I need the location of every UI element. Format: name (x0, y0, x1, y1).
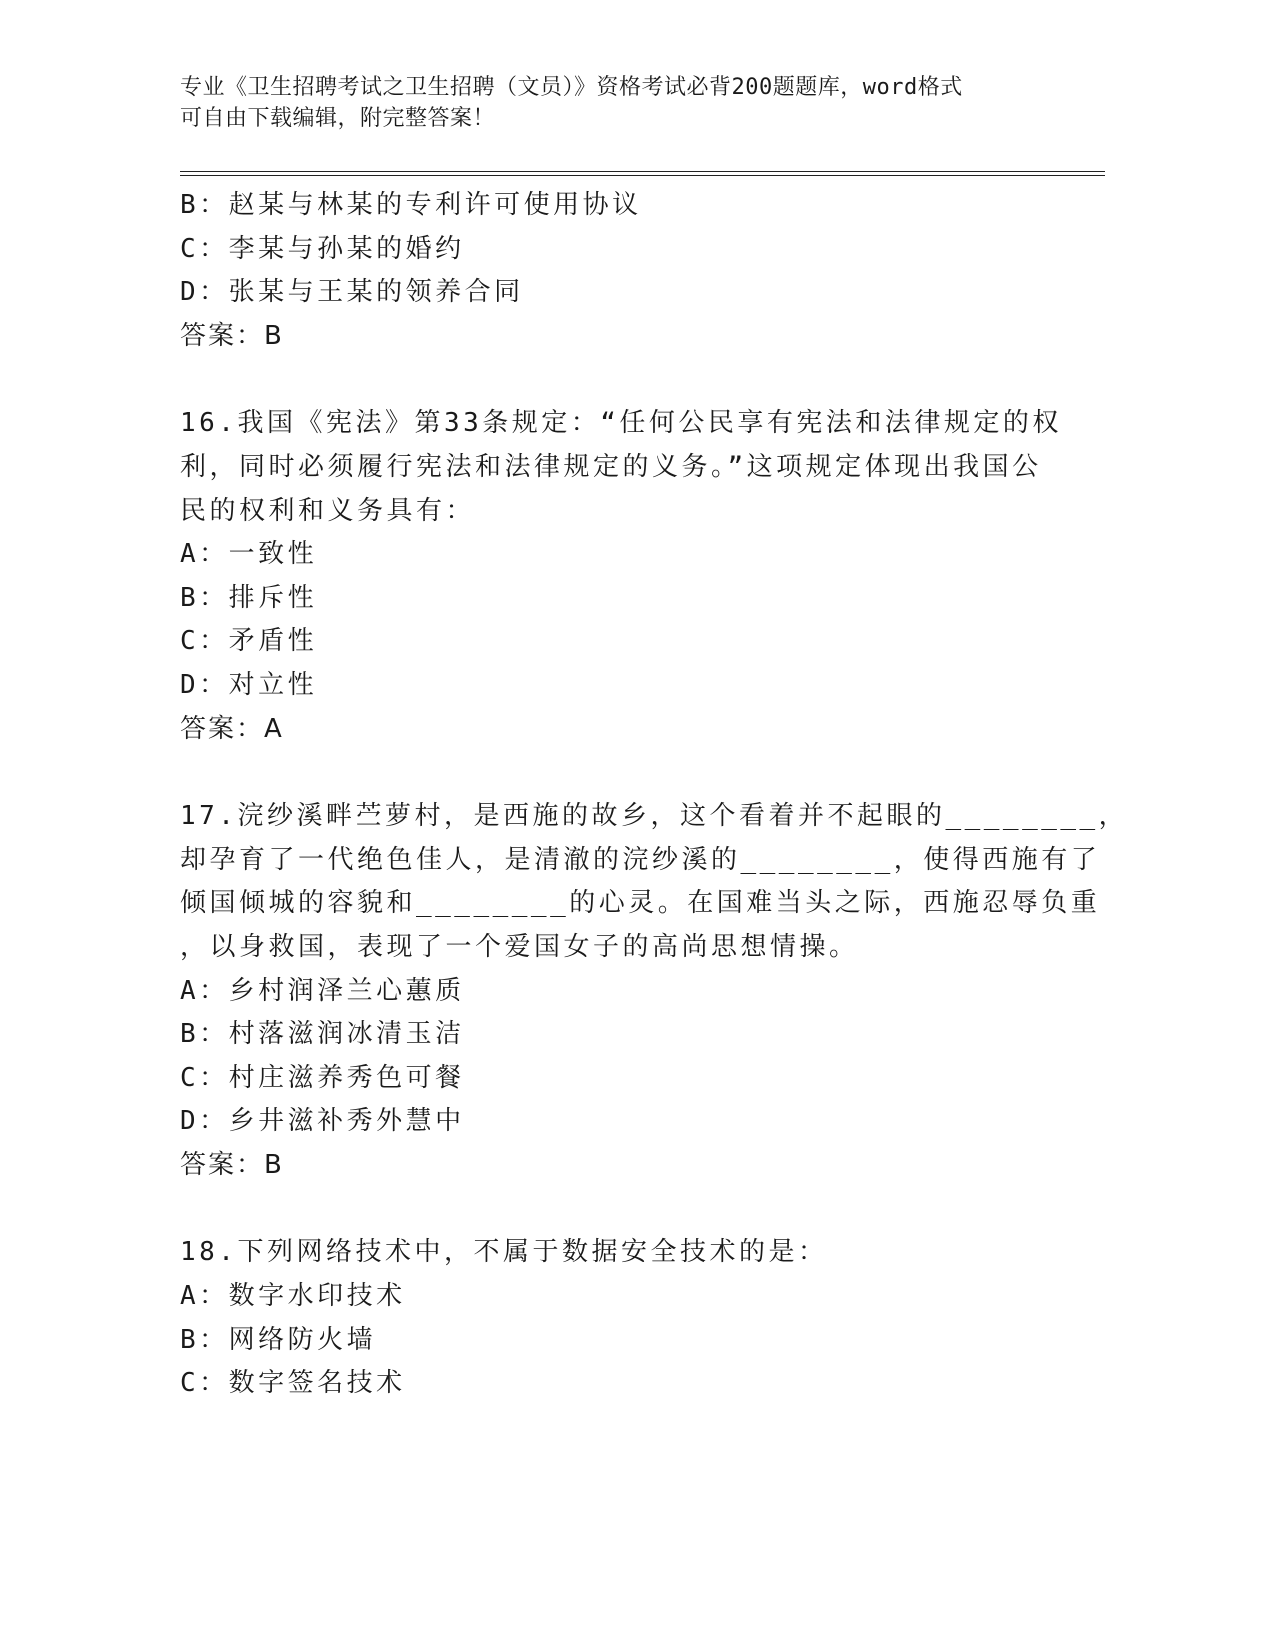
question-stem-line: 却孕育了一代绝色佳人，是清澈的浣纱溪的________，使得西施有了 (180, 844, 1101, 875)
option-d: D：对立性 (180, 669, 318, 700)
option-a: A：数字水印技术 (180, 1281, 406, 1312)
option-c: C：数字签名技术 (180, 1368, 406, 1399)
option-d: D：乡井滋补秀外慧中 (180, 1106, 465, 1137)
option-c: C：矛盾性 (180, 626, 318, 657)
option-b: B：网络防火墙 (180, 1324, 377, 1355)
question-15-tail (180, 184, 1080, 358)
question-18 (180, 1231, 1080, 1405)
option-a: A：一致性 (180, 539, 318, 570)
question-stem-line: 16.我国《宪法》第33条规定：“任何公民享有宪法和法律规定的权 (180, 408, 1062, 439)
answer-line: 答案：A (180, 713, 284, 744)
question-stem-line: ，以身救国，表现了一个爱国女子的高尚思想情操。 (180, 931, 859, 962)
question-stem-line: 倾国倾城的容貌和________的心灵。在国难当头之际，西施忍辱负重 (180, 888, 1101, 919)
question-stem-line: 利，同时必须履行宪法和法律规定的义务。”这项规定体现出我国公 (180, 451, 1042, 482)
option-d: D：张某与王某的领养合同 (180, 277, 524, 308)
option-b: B：村落滋润冰清玉洁 (180, 1019, 465, 1050)
header-title-line-1: 专业《卫生招聘考试之卫生招聘（文员）》资格考试必背200题题库，word格式 (180, 75, 963, 100)
question-spacer (180, 751, 1080, 795)
option-c: C：村庄滋养秀色可餐 (180, 1062, 465, 1093)
question-17 (180, 795, 1129, 1187)
question-spacer (180, 1187, 1080, 1231)
option-b: B：排斥性 (180, 582, 318, 613)
document-header (180, 72, 1080, 134)
header-rule-bottom (180, 175, 1105, 176)
answer-line: 答案：B (180, 320, 284, 351)
question-stem-line: 18.下列网络技术中，不属于数据安全技术的是： (180, 1237, 828, 1268)
question-stem-line: 民的权利和义务具有： (180, 495, 476, 526)
header-title-line-2: 可自由下载编辑，附完整答案！ (180, 106, 496, 131)
question-spacer (180, 358, 1080, 402)
option-c: C：李某与孙某的婚约 (180, 233, 465, 264)
question-stem-line: 17.浣纱溪畔苎萝村，是西施的故乡，这个看着并不起眼的________， (180, 801, 1129, 832)
question-16 (180, 402, 1080, 751)
header-rule-top (180, 171, 1105, 172)
option-b: B：赵某与林某的专利许可使用协议 (180, 190, 642, 220)
answer-line: 答案：B (180, 1149, 284, 1180)
option-a: A：乡村润泽兰心蕙质 (180, 975, 465, 1006)
question-content (180, 184, 1129, 1406)
